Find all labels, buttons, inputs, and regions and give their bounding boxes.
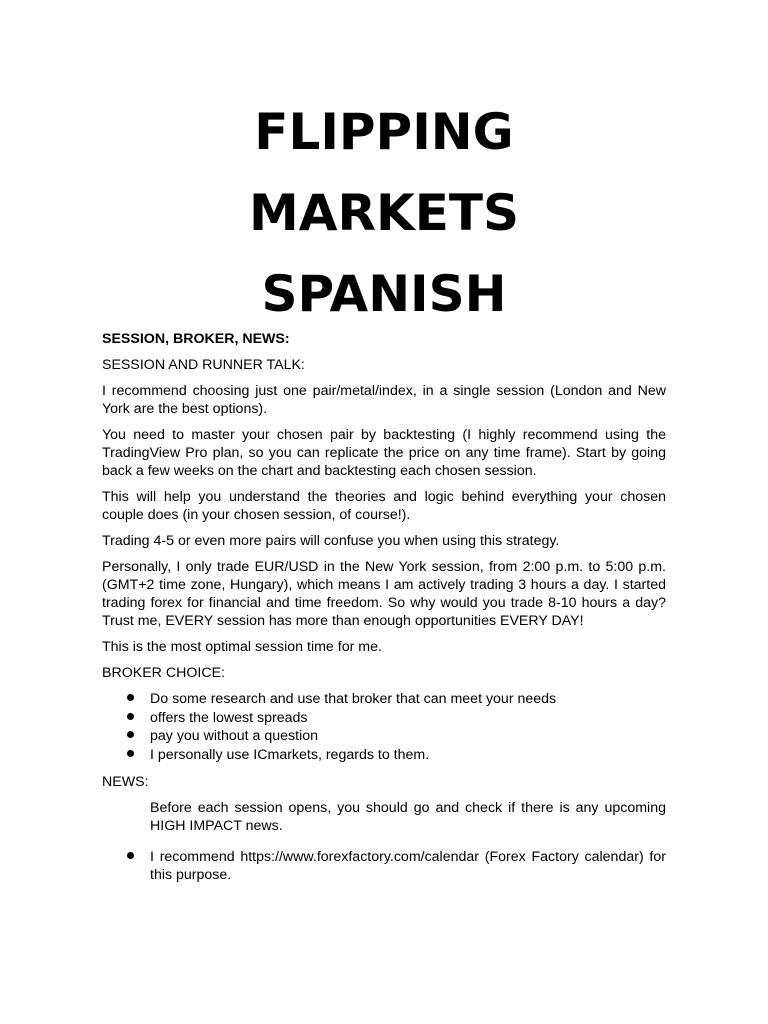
news-bullet-item xyxy=(102,848,666,884)
list-item xyxy=(102,746,666,765)
paragraph-4: Trading 4-5 or even more pairs will confuse you when using this strategy. xyxy=(102,533,560,549)
broker-heading: BROKER CHOICE: xyxy=(102,665,225,681)
bullet-icon xyxy=(127,713,134,720)
news-bullet-text: I recommend https://www.forexfactory.com/calendar (Forex Factory calendar) for this purpose. xyxy=(150,849,666,883)
title-line-2: MARKETS xyxy=(249,184,519,242)
broker-list xyxy=(102,690,666,764)
paragraph-3: This will help you understand the theories and logic behind everything your chosen couple does (in your chosen session, of course!). xyxy=(102,489,666,523)
section-heading: SESSION, BROKER, NEWS: xyxy=(102,331,290,347)
list-item-text: Do some research and use that broker that can meet your needs xyxy=(150,691,557,707)
paragraph-5: Personally, I only trade EUR/USD in the New York session, from 2:00 p.m. to 5:00 p.m. (GMT+2 time zone, Hungary), which means I am actively trading 3 hours a day. I started trading forex for financial and time freedom. So why would you trade 8-10 hours a day? Trust me, EVERY session has more than enough opportunities EVERY DAY! xyxy=(102,559,666,629)
title-line-1: FLIPPING xyxy=(254,103,514,161)
list-item xyxy=(102,690,666,709)
list-item xyxy=(102,727,666,746)
list-item-text: offers the lowest spreads xyxy=(150,709,308,726)
news-indented-text: Before each session opens, you should go and check if there is any upcoming HIGH IMPACT news. xyxy=(150,800,666,834)
list-item xyxy=(102,709,666,728)
document-body xyxy=(102,330,666,884)
document-title xyxy=(0,92,768,335)
session-heading: SESSION AND RUNNER TALK: xyxy=(102,357,305,373)
list-item-text: I personally use ICmarkets, regards to them. xyxy=(150,746,430,763)
list-item-text: pay you without a question xyxy=(150,728,318,744)
bullet-icon xyxy=(127,852,134,859)
bullet-icon xyxy=(127,731,134,738)
paragraph-6: This is the most optimal session time for me. xyxy=(102,639,382,655)
bullet-icon xyxy=(127,694,134,701)
title-line-3: SPANISH xyxy=(261,265,507,323)
news-heading: NEWS: xyxy=(102,774,149,790)
bullet-icon xyxy=(127,750,134,757)
paragraph-2: You need to master your chosen pair by backtesting (I highly recommend using the TradingView Pro plan, so you can replicate the price on any time frame). Start by going back a few weeks on the chart and backtesting each chosen session. xyxy=(102,427,666,479)
paragraph-1: I recommend choosing just one pair/metal/index, in a single session (London and New York are the best options). xyxy=(102,383,666,417)
